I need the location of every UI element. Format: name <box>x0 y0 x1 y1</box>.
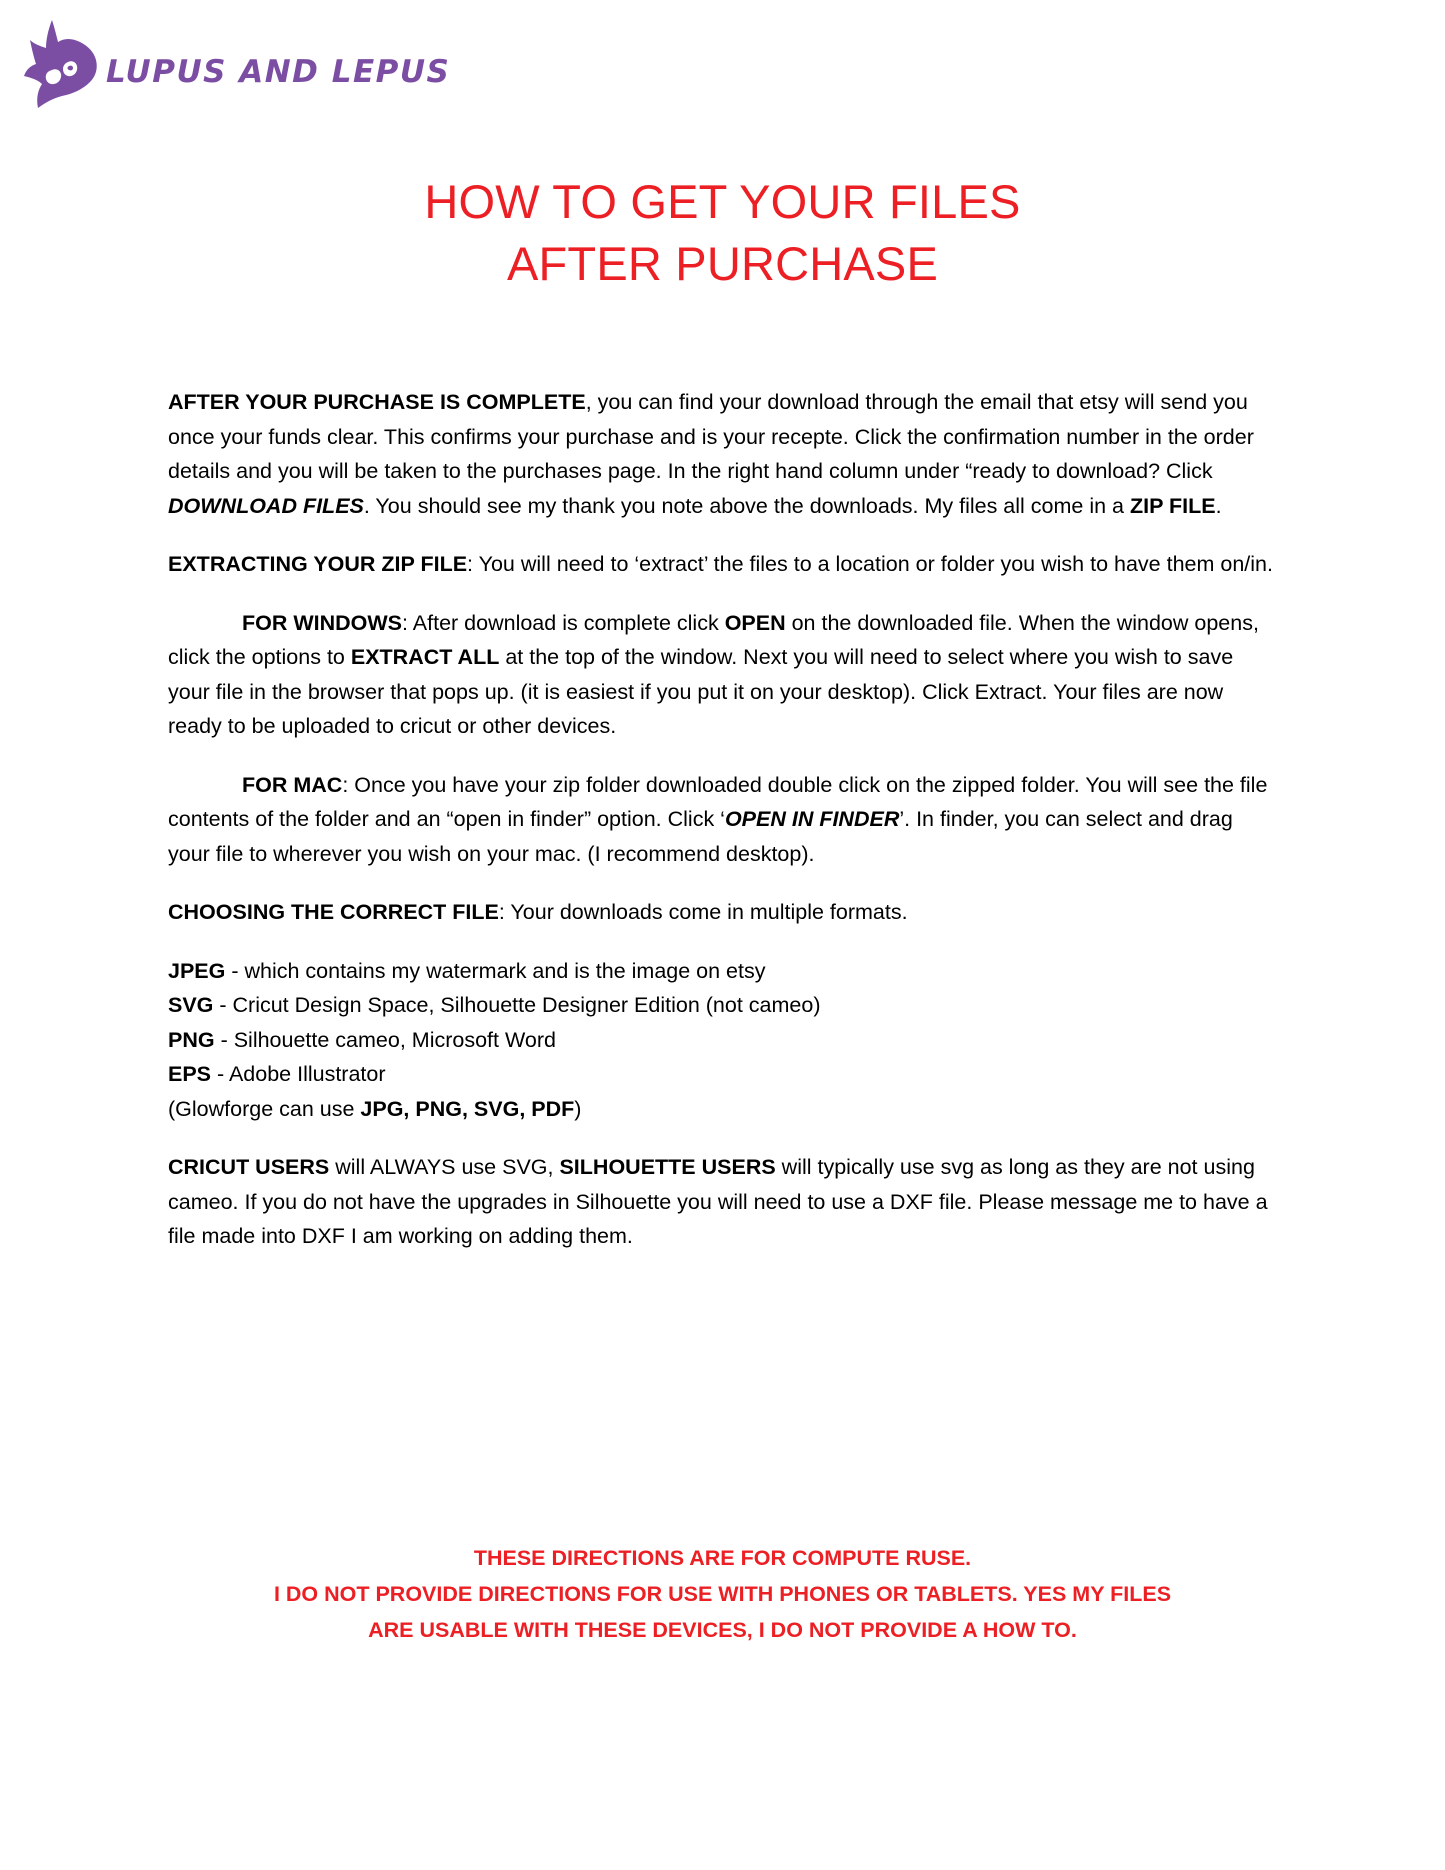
format-name: EPS <box>168 1062 212 1086</box>
windows-text3: at the top of the window. Next you will need to select where you wish to save your file in the browser that pops up. (it is easiest if you put it on your desktop). Click Extract. Your files are now ready to be uploaded to cricut or other devices. <box>168 645 1234 738</box>
glowforge-note <box>168 1092 1273 1127</box>
windows-emph-open: OPEN <box>724 610 786 635</box>
format-desc: - Silhouette cameo, Microsoft Word <box>214 1027 556 1052</box>
page-title-line1: HOW TO GET YOUR FILES <box>424 175 1021 229</box>
purchase-text2: . You should see my thank you note above the downloads. My files all come in a <box>363 493 1130 518</box>
purchase-lead: AFTER YOUR PURCHASE IS COMPLETE <box>168 390 586 414</box>
format-name: SVG <box>168 993 214 1017</box>
extracting-text1: : You will need to ‘extract’ the files to a location or folder you wish to have them on/in. <box>467 552 1273 576</box>
glowforge-prefix: (Glowforge can use <box>168 1096 361 1121</box>
glowforge-formats: JPG, PNG, SVG, PDF <box>360 1096 575 1121</box>
windows-emph-extract-all: EXTRACT ALL <box>350 645 500 669</box>
paragraph-purchase <box>168 385 1273 523</box>
windows-text1: : After download is complete click <box>402 610 725 635</box>
glowforge-suffix: ) <box>574 1096 582 1121</box>
users-emph-silhouette: SILHOUETTE USERS <box>559 1155 776 1179</box>
brand-logo <box>22 18 450 114</box>
file-format-list <box>168 954 1273 1127</box>
list-item <box>168 954 1273 989</box>
windows-lead: FOR WINDOWS <box>241 610 403 635</box>
mac-emph-open-in-finder: OPEN IN FINDER <box>724 807 900 831</box>
format-desc: - Adobe Illustrator <box>211 1062 386 1086</box>
purchase-text1: , you can find your download through the email that etsy will send you once your funds clear. This confirms your purchase and is your recepte. Click the confirmation number in the order details and you will be taken to the purchases page. In the right hand column under “ready to download? Click <box>168 390 1254 483</box>
mac-lead: FOR MAC <box>241 772 343 797</box>
list-item <box>168 988 1273 1023</box>
format-name: JPEG <box>168 958 226 983</box>
choosing-lead: CHOOSING THE CORRECT FILE <box>168 900 499 924</box>
document-body <box>168 385 1273 1254</box>
brand-name: LUPUS AND LEPUS <box>106 54 451 90</box>
windows-text2: on the downloaded file. When the window opens, click the options to <box>168 610 1259 669</box>
page-title-line2: AFTER PURCHASE <box>506 236 939 290</box>
list-item <box>168 1023 1273 1058</box>
paragraph-users <box>168 1150 1273 1254</box>
format-desc: - Cricut Design Space, Silhouette Designer Edition (not cameo) <box>213 993 821 1017</box>
choosing-text1: : Your downloads come in multiple formats. <box>498 900 908 924</box>
extracting-lead: EXTRACTING YOUR ZIP FILE <box>168 552 468 576</box>
purchase-text3: . <box>1215 493 1222 518</box>
mac-text1: : Once you have your zip folder downloaded double click on the zipped folder. You will see the file contents of the folder and an “open in finder” option. Click ‘ <box>168 772 1268 831</box>
paragraph-windows <box>168 606 1273 744</box>
format-desc: - which contains my watermark and is the image on etsy <box>225 958 766 983</box>
users-text2: will typically use svg as long as they are not using cameo. If you do not have the upgrades in Silhouette you will need to use a DXF file. Please message me to have a file made into DXF I am working on adding them. <box>168 1155 1268 1248</box>
format-name: PNG <box>168 1027 215 1052</box>
page-title <box>0 171 1445 293</box>
purchase-emph-zip-file: ZIP FILE <box>1129 493 1216 518</box>
footer-notice <box>0 1540 1445 1648</box>
paragraph-extracting <box>168 547 1273 582</box>
footer-line-1: THESE DIRECTIONS ARE FOR COMPUTE RUSE. <box>473 1546 972 1570</box>
wolf-head-icon <box>22 18 100 114</box>
footer-line-3: ARE USABLE WITH THESE DEVICES, I DO NOT PROVIDE A HOW TO. <box>368 1618 1077 1642</box>
list-item <box>168 1057 1273 1092</box>
paragraph-choosing <box>168 895 1273 930</box>
users-text1: will ALWAYS use SVG, <box>329 1155 560 1179</box>
footer-line-2: I DO NOT PROVIDE DIRECTIONS FOR USE WITH PHONES OR TABLETS. YES MY FILES <box>273 1582 1172 1606</box>
paragraph-mac <box>168 768 1273 872</box>
users-lead-cricut: CRICUT USERS <box>168 1155 330 1179</box>
purchase-emph-download-files: DOWNLOAD FILES <box>168 493 364 518</box>
mac-text2: ’. In finder, you can select and drag your file to wherever you wish on your mac. (I recommend desktop). <box>168 807 1233 866</box>
